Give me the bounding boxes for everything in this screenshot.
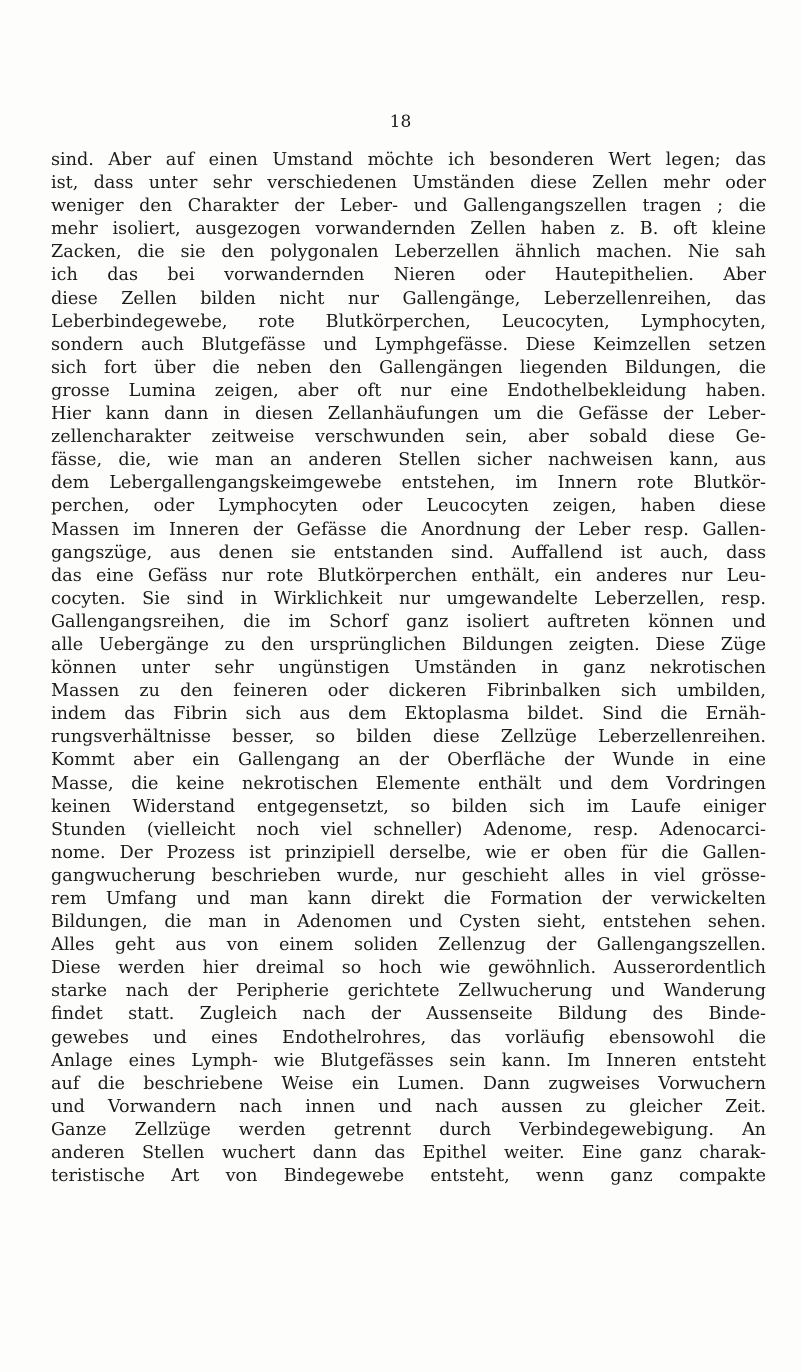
- text-line: dem Lebergallengangskeimgewebe entstehen, im Innern rote Blutkör-: [51, 473, 766, 494]
- text-line: rem Umfang und man kann direkt die Formation der verwickelten: [51, 889, 766, 909]
- text-line: sind. Aber auf einen Umstand möchte ich besonderen Wert legen; das: [51, 150, 766, 170]
- text-line: Stunden (vielleicht noch viel schneller) Adenome, resp. Adenocarci-: [51, 819, 766, 840]
- text-line: können unter sehr ungünstigen Umständen in ganz nekrotischen: [51, 658, 766, 679]
- body-text: [51, 149, 766, 1188]
- text-line: diese Zellen bilden nicht nur Gallengänge, Leberzellenreihen, das: [51, 288, 766, 309]
- text-line: Massen im Inneren der Gefässe die Anordnung der Leber resp. Gallen-: [51, 519, 766, 540]
- text-line: anderen Stellen wuchert dann das Epithel weiter. Eine ganz charak-: [51, 1143, 766, 1164]
- text-line: zellencharakter zeitweise verschwunden sein, aber sobald diese Ge-: [51, 427, 766, 448]
- text-line: Ganze Zellzüge werden getrennt durch Verbindegewebigung. An: [51, 1119, 766, 1140]
- text-line: Hier kann dann in diesen Zellanhäufungen um die Gefässe der Leber-: [51, 404, 766, 425]
- text-line: Bildungen, die man in Adenomen und Cysten sieht, entstehen sehen.: [51, 912, 766, 933]
- text-line: Kommt aber ein Gallengang an der Oberfläche der Wunde in eine: [51, 750, 766, 771]
- text-line: ist, dass unter sehr verschiedenen Umständen diese Zellen mehr oder: [51, 173, 766, 194]
- text-line: Alles geht aus von einem soliden Zellenzug der Gallengangszellen.: [51, 935, 766, 956]
- text-line: cocyten. Sie sind in Wirklichkeit nur umgewandelte Leberzellen, resp.: [51, 588, 766, 609]
- text-line: Masse, die keine nekrotischen Elemente enthält und dem Vordringen: [51, 773, 766, 794]
- text-line: auf die beschriebene Weise ein Lumen. Dann zugweises Vorwuchern: [51, 1073, 766, 1094]
- text-line: indem das Fibrin sich aus dem Ektoplasma bildet. Sind die Ernäh-: [51, 704, 766, 725]
- text-line: starke nach der Peripherie gerichtete Zellwucherung und Wanderung: [51, 981, 766, 1002]
- text-line: gangszüge, aus denen sie entstanden sind. Auffallend ist auch, dass: [51, 542, 766, 563]
- text-line: perchen, oder Lymphocyten oder Leucocyten zeigen, haben diese: [51, 496, 766, 517]
- text-line: grosse Lumina zeigen, aber oft nur eine Endothelbekleidung haben.: [51, 380, 766, 401]
- text-line: fässe, die, wie man an anderen Stellen sicher nachweisen kann, aus: [51, 450, 766, 471]
- text-line: gangwucherung beschrieben wurde, nur geschieht alles in viel grösse-: [51, 865, 766, 886]
- text-line: mehr isoliert, ausgezogen vorwandernden Zellen haben z. B. oft kleine: [51, 219, 766, 240]
- text-line: und Vorwandern nach innen und nach aussen zu gleicher Zeit.: [51, 1096, 766, 1117]
- text-line: Massen zu den feineren oder dickeren Fibrinbalken sich umbilden,: [51, 681, 766, 702]
- text-line: Anlage eines Lymph- wie Blutgefässes sein kann. Im Inneren entsteht: [51, 1050, 766, 1071]
- text-line: Diese werden hier dreimal so hoch wie gewöhnlich. Ausserordentlich: [51, 958, 766, 979]
- text-line: das eine Gefäss nur rote Blutkörperchen enthält, ein anderes nur Leu-: [51, 565, 766, 586]
- text-line: teristische Art von Bindegewebe entsteht, wenn ganz compakte: [51, 1166, 766, 1187]
- text-line: sondern auch Blutgefässe und Lymphgefässe. Diese Keimzellen setzen: [51, 334, 766, 355]
- text-line: weniger den Charakter der Leber- und Gallengangszellen tragen ; die: [51, 196, 766, 217]
- text-line: keinen Widerstand entgegensetzt, so bilden sich im Laufe einiger: [51, 796, 766, 817]
- text-line: Gallengangsreihen, die im Schorf ganz isoliert auftreten können und: [51, 611, 766, 632]
- text-line: ich das bei vorwandernden Nieren oder Hautepithelien. Aber: [51, 265, 766, 286]
- text-line: sich fort über die neben den Gallengängen liegenden Bildungen, die: [51, 357, 766, 378]
- text-line: alle Uebergänge zu den ursprünglichen Bildungen zeigten. Diese Züge: [51, 634, 766, 655]
- text-line: findet statt. Zugleich nach der Aussenseite Bildung des Binde-: [51, 1004, 766, 1025]
- page-number: 18: [389, 112, 412, 132]
- text-line: nome. Der Prozess ist prinzipiell derselbe, wie er oben für die Gallen-: [51, 842, 766, 863]
- text-line: rungsverhältnisse besser, so bilden diese Zellzüge Leberzellenreihen.: [51, 727, 766, 748]
- text-line: Leberbindegewebe, rote Blutkörperchen, Leucocyten, Lymphocyten,: [51, 311, 766, 332]
- text-line: gewebes und eines Endothelrohres, das vorläufig ebensowohl die: [51, 1027, 766, 1048]
- text-line: Zacken, die sie den polygonalen Leberzellen ähnlich machen. Nie sah: [51, 242, 766, 263]
